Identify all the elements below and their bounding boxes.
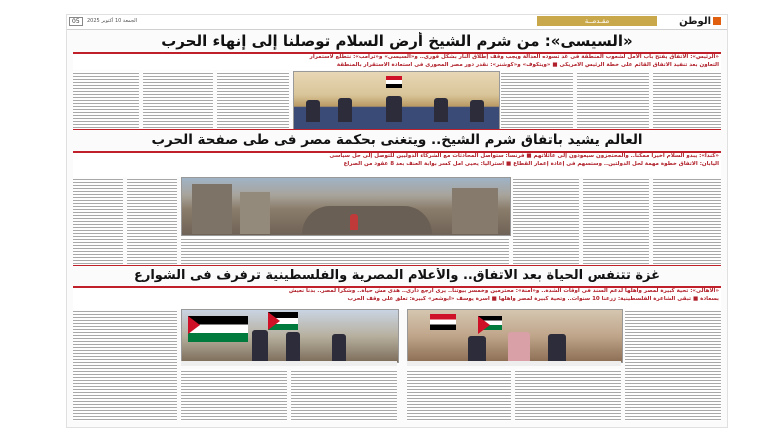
person-figure xyxy=(306,100,320,122)
page-number: 05 xyxy=(69,17,83,26)
section-divider xyxy=(73,265,721,266)
story3-deck-line: «الأهالى»: تحية كبيرة لمصر وأهلها لدعم السند فى أوقات الشدة.. و«أمنة»: محترمين وخمسر بيوتنا.. يرى أرجع دارى.. هذى مش حياة.. وشكرا لمصر.. بدنا نعيش xyxy=(288,288,719,294)
rubble-pile xyxy=(302,206,432,234)
story2-headline: العالم يشيد باتفاق شرم الشيخ.. ويتغنى بحكمة مصر فى طى صفحة الحرب xyxy=(151,132,643,148)
story3-column xyxy=(291,369,397,421)
building-ruin xyxy=(240,192,270,234)
masthead xyxy=(67,15,727,30)
story2-deck xyxy=(73,151,721,177)
story1-column xyxy=(653,71,721,129)
newspaper-page xyxy=(66,14,728,428)
palestine-flag-icon xyxy=(268,312,298,330)
story2-column xyxy=(73,177,123,265)
story2-deck-line: اليابان: الاتفاق خطوة مهمة لحل الدولتين.. وستسهم فى إعادة إعمار القطاع ■ أستراليا: يحيى أمل كسر بوابة العنف بعد 8 عقود من الصراع xyxy=(343,160,719,167)
story1-column xyxy=(577,71,649,129)
building-ruin xyxy=(192,184,232,234)
logo-text: الوطن xyxy=(679,16,711,27)
celebration-photo xyxy=(407,309,623,363)
story1-deck-line: «الرئيس»: الاتفاق يفتح باب الأمل لشعوب المنطقة فى غد تسوده العدالة ويجب وقف إطلاق النار بشكل فورى.. و«السيسى» و«ترامب»: نتطلع لاستمرار xyxy=(309,54,719,60)
palestine-flag-icon xyxy=(478,316,502,330)
person-figure xyxy=(434,98,448,122)
egypt-flag-icon xyxy=(430,314,456,330)
story3-column xyxy=(625,309,721,421)
flag-march-photo xyxy=(181,309,399,363)
palestine-flag-icon xyxy=(188,316,248,342)
story3-column xyxy=(515,369,621,421)
story1-column xyxy=(217,71,289,129)
building-ruin xyxy=(452,188,498,234)
story3-headline: غزة تتنفس الحياة بعد الاتفاق.. والأعلام المصرية والفلسطينية ترفرف فى الشوارع xyxy=(133,268,661,283)
summit-photo xyxy=(293,71,500,130)
story2-column xyxy=(513,177,579,265)
person-figure xyxy=(470,100,484,122)
story3-column xyxy=(181,369,287,421)
story2-deck-line: «كندا»: يبدو السلام أخيراً ممكناً.. والمحتجزون سيعودون إلى عائلاتهم ■ فرنسا: ستواصل المحادثات مع الشركاء الدوليين للتوصل إلى حل سياسى xyxy=(329,153,719,159)
story3-deck xyxy=(73,286,721,310)
gaza-rubble-photo xyxy=(181,177,511,236)
story1-column xyxy=(501,71,573,129)
person-figure xyxy=(252,330,268,362)
story2-column xyxy=(653,177,721,265)
story3-column xyxy=(73,309,177,421)
person-figure xyxy=(286,332,300,362)
photo-caption xyxy=(181,361,397,366)
person-figure xyxy=(468,336,486,362)
person-figure xyxy=(386,96,402,122)
logo-mark-icon xyxy=(713,17,721,25)
story1-headline: «السيسى»: من شرم الشيخ أرض السلام توصلنا إلى إنهاء الحرب xyxy=(161,32,633,50)
person-figure xyxy=(332,334,346,362)
story1-column xyxy=(73,71,139,129)
person-figure xyxy=(548,334,566,362)
person-figure xyxy=(508,332,530,362)
story1-deck-line: التعاون بعد تنفيذ الاتفاق القائم على خطة الرئيس الأمريكى ■ «ويتكوف» و«كوشنر»: نقدر دور مصر المحورى فى استعادة الاستقرار بالمنطقة xyxy=(336,61,719,68)
egypt-flag-icon xyxy=(386,76,402,88)
dateline: الجمعة 10 أكتوبر 2025 xyxy=(87,18,138,24)
story3-deck-line: بسعادة ■ تبقى الشاعرة الفلسطينية: زرعنا 10 سنوات.. وتحية كبيرة لمصر وأهلها ■ أسرة يوسف «أبوشعر» كبيرة: تعلق على وقف الحرب xyxy=(347,295,719,302)
logo xyxy=(679,16,721,27)
story1-deck xyxy=(73,52,721,70)
story1-column xyxy=(143,71,213,129)
story2-column xyxy=(127,177,177,265)
section-divider xyxy=(73,129,721,130)
section-tab: مقـدمــة xyxy=(537,16,657,26)
photo-caption xyxy=(407,361,621,366)
person-figure xyxy=(338,98,352,122)
story2-column xyxy=(181,237,509,265)
story2-column xyxy=(583,177,649,265)
story3-column xyxy=(407,369,511,421)
person-figure xyxy=(350,214,358,230)
